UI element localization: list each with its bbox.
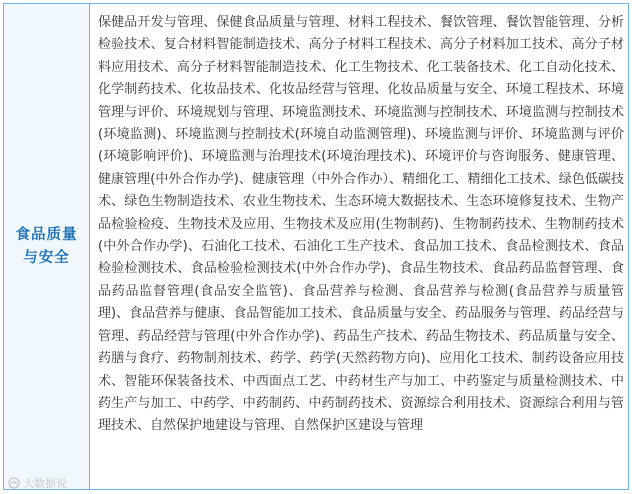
watermark-logo-icon: [8, 477, 20, 489]
category-cell: [4, 4, 90, 489]
category-label: [16, 224, 78, 270]
majors-list-text: 保健品开发与管理、保健食品质量与管理、材料工程技术、餐饮管理、餐饮智能管理、分析检验技术、复合材料智能制造技术、高分子材料工程技术、高分子材料加工技术、高分子材料应用技术、高分子材料智能制造技术、化工生物技术、化工装备技术、化工自动化技术、化学制药技术、化妆品技术、化妆品经营与管理、化妆品质量与安全、环境工程技术、环境管理与评价、环境规划与管理、环境监测技术、环境监测与控制技术、环境监测与控制技术(环境监测)、环境监测与控制技术(环境自动监测管理)、环境监测与评价、环境监测与评价(环境影响评价)、环境监测与治理技术(环境治理技术)、环境评价与咨询服务、健康管理、健康管理(中外合作办学)、健康管理（中外合作办）、精细化工、精细化工技术、绿色低碳技术、绿色生物制造技术、农业生物技术、生态环境大数据技术、生态环境修复技术、生物产品检验检疫、生物技术及应用、生物技术及应用(生物制药)、生物制药技术、生物制药技术(中外合作办学)、石油化工技术、石油化工生产技术、食品加工技术、食品检测技术、食品检验检测技术、食品检验检测技术(中外合作办学)、食品生物技术、食品药品监督管理、食品药品监督管理(食品安全监管)、食品营养与检测、食品营养与检测(食品营养与质量管理)、食品营养与健康、食品智能加工技术、食品质量与安全、药品服务与管理、药品经营与管理、药品经营与管理(中外合作办学)、药品生产技术、药品生物技术、药品质量与安全、药膳与食疗、药物制剂技术、药学、药学(天然药物方向)、应用化工技术、制药设备应用技术、智能环保装备技术、中西面点工艺、中药材生产与加工、中药鉴定与质量检测技术、中药生产与加工、中药学、中药制药、中药制药技术、资源综合利用技术、资源综合利用与管理技术、自然保护地建设与管理、自然保护区建设与管理: [98, 15, 624, 434]
watermark-text: 大数据说: [23, 477, 67, 490]
category-label-line2: 与安全: [23, 249, 70, 266]
category-label-line1: 食品质量: [15, 226, 78, 243]
watermark: [8, 475, 67, 491]
majors-table: [3, 3, 629, 490]
